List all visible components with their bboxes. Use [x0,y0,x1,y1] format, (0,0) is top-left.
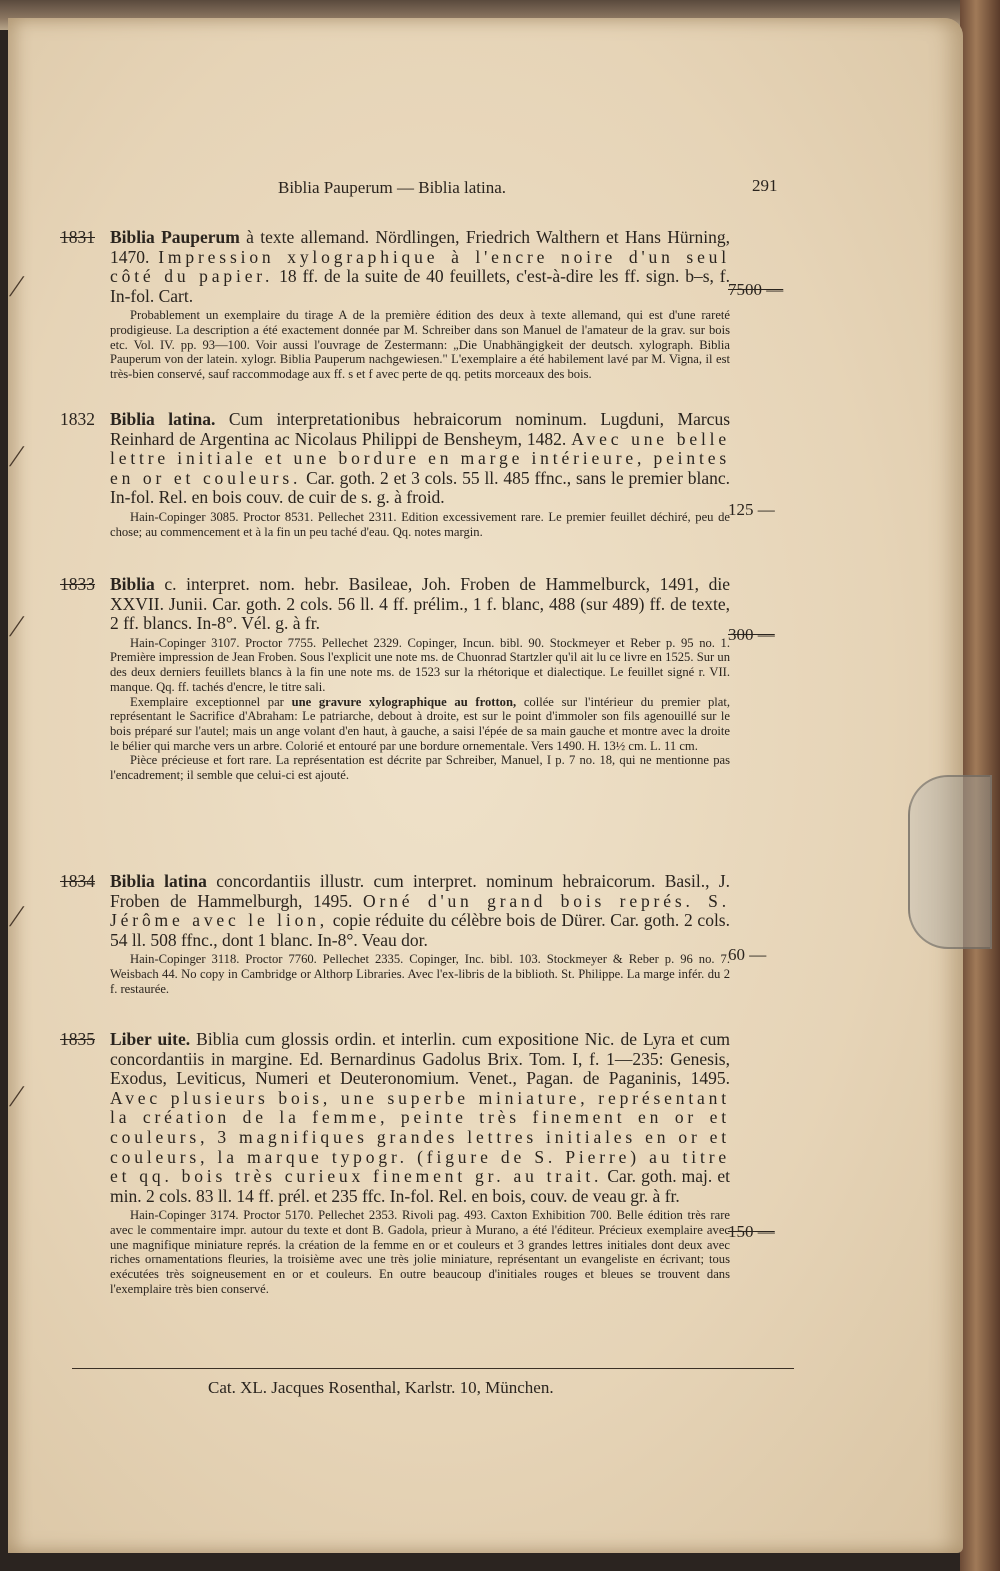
entry-body-emphasis: Avec une belle lettre initiale et une bordure en marge intérieure, peintes en or et couleurs. [110,428,730,488]
running-title: Biblia Pauperum — Biblia latina. [278,178,507,197]
page-clip [908,775,992,949]
entry-main-text [60,1030,730,1206]
footer-rule [72,1368,794,1369]
entry-body: 18 ff. de la suite de 40 feuillets, c'est-à-dire les ff. sign. b–s, f. In-fol. Cart. [110,266,730,306]
catalogue-entry-1835 [60,1030,730,1297]
entry-number: 1833 [60,574,95,594]
margin-pencil-mark: / [9,440,24,473]
entry-note: Hain-Copinger 3118. Proctor 7760. Pellechet 2335. Copinger, Inc. bibl. 103. Stockmeyer & Reber p. 96 no. 7. Weisbach 44. No copy in Cambridge or Althorp Libraries. Avec l'ex-libris de la biblioth. St. Philippe. La marge infér. du 2 f. restaurée. [110,952,730,996]
entry-price-1835: 150 — [728,1222,775,1241]
entry-body: copie réduite du célèbre bois de Dürer. Car. goth. 2 cols. 54 ll. 508 ffnc., dont 1 blanc. In-8°. Veau dor. [110,910,730,950]
entry-body: c. interpret. nom. hebr. Basileae, Joh. Froben de Hammelburck, 1491, die XXVII. Junii. Car. goth. 2 cols. 56 ll. 4 ff. prélim., 1 f. blanc, 488 (sur 489) ff. de texte, 2 ff. blancs. In-8°. Vél. g. à fr. [110,574,730,634]
entry-price-1832: 125 — [728,500,775,519]
entry-price-1833: 300 — [728,625,775,644]
entry-note: Probablement un exemplaire du tirage A de la première édition des deux à texte allemand, qui est d'une rareté prodigieuse. La description a été exactement donnée par M. Schreiber dans son Manuel de l'amateur de la grav. sur bois etc. Vol. IV. pp. 93—100. Voir aussi l'ouvrage de Zestermann: „Die Unabhängigkeit der deutsch. xylograph. Biblia Pauperum von der latein. xylogr. Biblia Pauperum nachgewiesen." L'exemplaire a été habilement lavé par M. Vigna, il est très-bien conservé, sauf raccommodage aux ff. s et f avec perte de qq. petits morceaux des bois. [110,308,730,382]
catalogue-entry-1834 [60,872,730,996]
entry-title: Biblia latina [110,871,207,891]
entry-body-emphasis: Impression xylographique à l'encre noire d'un seul côté du papier. [110,246,730,287]
entry-number: 1834 [60,871,95,891]
entry-body: Cum interpretationibus hebraicorum nominum. Lugduni, Marcus Reinhard de Argentina ac Nicolaus Philippi de Bensheym, 1482. [110,409,731,449]
entry-note: Hain-Copinger 3085. Proctor 8531. Pellechet 2311. Edition excessivement rare. Le premier feuillet déchiré, peu de chose; au commencement et à la fin un peu taché d'eau. Qq. notes margin. [110,509,730,539]
margin-pencil-mark: / [9,270,24,303]
entry-number: 1831 [60,227,95,247]
catalogue-entry-1831 [60,228,730,382]
entry-price-1831: 7500 — [728,280,784,299]
entry-title: Biblia [110,574,155,594]
entry-body: concordantiis illustr. cum interpret. nominum hebraicorum. Basil., J. Froben de Hammelburgh, 1495. [110,871,730,911]
entry-body-emphasis: Orné d'un grand bois représ. S. Jérôme avec le lion, [110,890,730,931]
margin-pencil-mark: / [9,900,24,933]
page-number: 291 [752,176,778,195]
entry-title: Liber uite. [110,1029,191,1049]
entry-main-text [60,228,730,306]
entry-title: Biblia latina. [110,409,216,429]
entry-body: Biblia cum glossis ordin. et interlin. cum expositione Nic. de Lyra et cum concordantiis in margine. Ed. Bernardinus Gadolus Brix. Tom. I, f. 1—235: Genesis, Exodus, Leviticus, Numeri et Deuteronomium. Venet., Pagan. de Paganinis, 1495. [110,1029,730,1089]
entry-price-1834: 60 — [728,945,767,964]
margin-pencil-mark: / [9,1080,24,1113]
entry-main-text [60,575,730,634]
entry-title: Biblia Pauperum [110,227,240,247]
entry-main-text [60,410,730,508]
entry-number: 1832 [60,409,95,429]
catalogue-footer: Cat. XL. Jacques Rosenthal, Karlstr. 10, München. [208,1378,554,1397]
entry-main-text [60,872,730,950]
entry-number: 1835 [60,1029,95,1049]
entry-note: Hain-Copinger 3107. Proctor 7755. Pellechet 2329. Copinger, Incun. bibl. 90. Stockmeyer et Reber p. 95 no. 1. Première impression de Jean Froben. Sous l'explicit une note ms. de Chuonrad Startzler qu'il ait lu ce livre en 1525. Sur un des deux derniers feuillets blancs à la fin une note ms. de 1523 sur la rhétorique et dialectique. Le feuillet signé r. VII. manque. Qq. ff. tachés d'encre, le titre sali. Exemplaire exceptionnel par une gravure xylographique au frotton, collée sur l'intérieur du premier plat, représentant le Sacrifice d'Abraham: Le patriarche, debout à droite, est sur le point d'immoler son fils agenouillé sur le bois préparé sur l'autel; mais un ange volant d'en haut, à gauche, a saisi l'épée de sa main gauche et montre avec la droite le bélier qui marche vers un arbre. Colorié et entouré par une bordure ornementale. Vers 1490. H. 13½ cm. L. 11 cm. Pièce précieuse et fort rare. La représentation est décrite par Schreiber, Manuel, I p. 7 no. 18, qui ne mentionne pas l'encadrement; il semble que celui-ci est ajouté. [110,635,730,783]
catalogue-entry-1833 [60,575,730,783]
entry-note: Hain-Copinger 3174. Proctor 5170. Pellechet 2353. Rivoli pag. 493. Caxton Exhibition 700. Belle édition très rare avec le commentaire impr. autour du texte et dont B. Gadola, prieur à Murano, a été l'éditeur. Précieux exemplaire avec une magnifique miniature représ. la création de la femme en or et couleurs et 3 grandes lettres initiales dont deux avec riches ornamentations fleuries, la troisième avec une très jolie miniature, représentant un evangeliste en écrivant; tous exécutées très soigneusement en or et couleurs. En outre beaucoup d'initiales rouges et bleues se trouvent dans l'exemplaire très bien conservé. [110,1208,730,1296]
catalogue-entry-1832 [60,410,730,539]
entry-body: à texte allemand. Nördlingen, Friedrich Walthern et Hans Hürning, 1470. [110,227,730,267]
entry-body: Car. goth. 2 et 3 cols. 55 ll. 485 ffnc., sans le premier blanc. In-fol. Rel. en bois couv. de cuir de s. g. à froid. [110,467,730,508]
margin-pencil-mark: / [9,610,24,643]
entry-body-emphasis: Avec plusieurs bois, une superbe miniature, représentant la création de la femme, peinte très finement en or et couleurs, 3 magnifiques grandes lettres initiales en or et couleurs, la marque typogr. (figure de S. Pierre) au titre et qq. bois très curieux finement gr. au trait. [110,1087,730,1187]
entry-body: Car. goth. maj. et min. 2 cols. 83 ll. 14 ff. prél. et 235 ffc. In-fol. Rel. en bois, couv. de veau gr. à fr. [110,1166,730,1206]
